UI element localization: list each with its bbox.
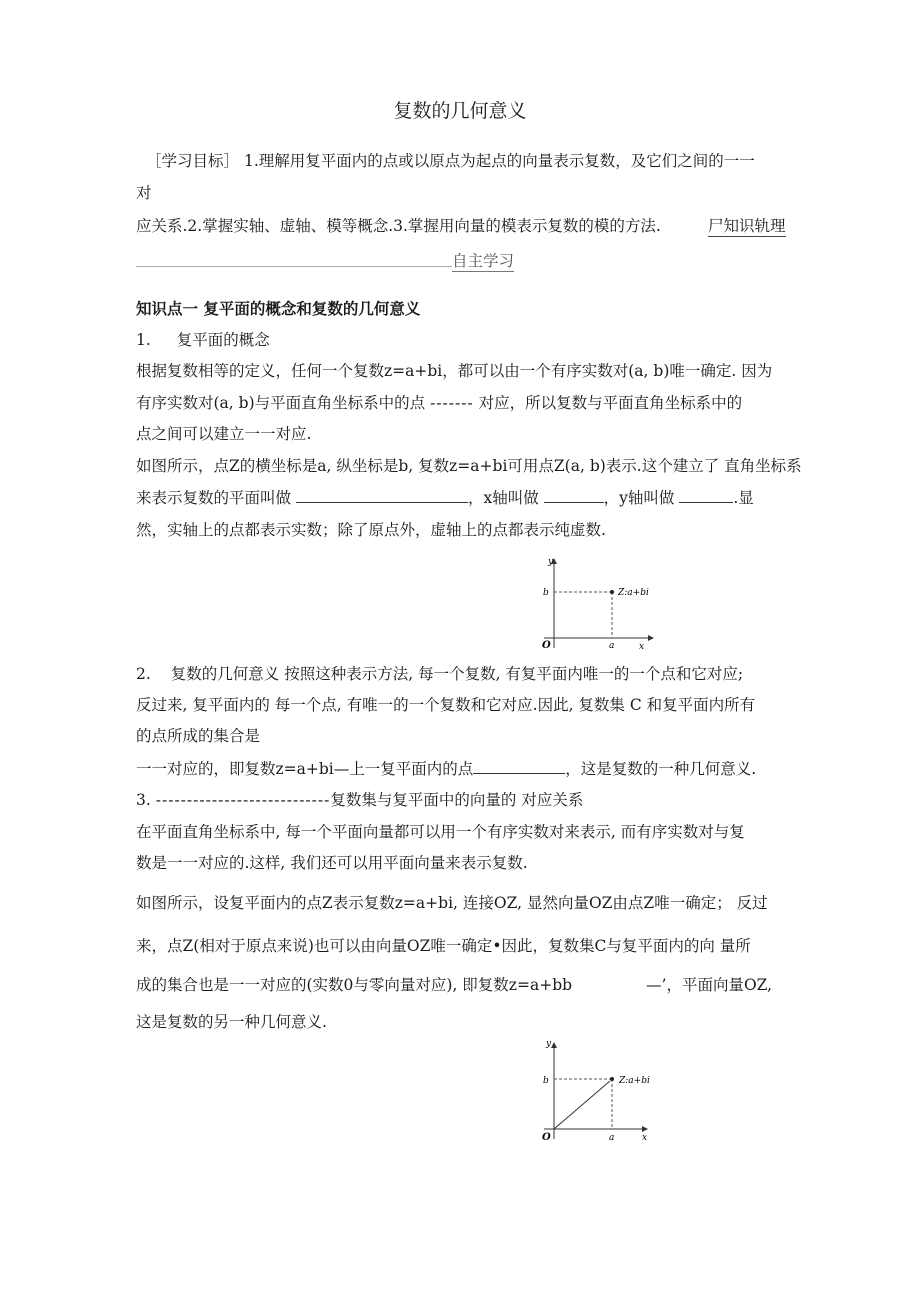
- fig2-y-label: y: [546, 1039, 552, 1049]
- fig2-a-label: a: [609, 1133, 615, 1143]
- fig1-b-label: b: [543, 588, 549, 598]
- fig1-a-label: a: [609, 641, 615, 650]
- fig2-x-label: x: [642, 1133, 648, 1143]
- objectives-line1: [146, 151, 755, 171]
- self-study-label: 自主学习: [452, 252, 515, 270]
- s3-paragraph3: 如图所示，设复平面内的点Z表示复数z=a+bi, 连接OZ, 显然向量OZ由点Z唯一确定； 反过: [136, 894, 768, 912]
- s2-paragraph1: [136, 664, 743, 684]
- fig1-x-label: x: [639, 642, 645, 650]
- section1-heading: 知识点一 复平面的概念和复数的几何意义: [136, 300, 421, 318]
- s3-paragraph6: 这是复数的另一种几何意义.: [136, 1013, 327, 1031]
- objectives-label: ［学习目标］: [146, 152, 240, 170]
- fig2-b-label: b: [543, 1076, 549, 1086]
- fig2-point-label: Z:a+bi: [619, 1076, 650, 1086]
- fig2-x-arrow: [642, 1126, 648, 1132]
- fig1-point-label: Z:a+bi: [618, 588, 649, 598]
- s1-p5-d: .显: [733, 489, 754, 507]
- fig1-y-label: y: [548, 557, 554, 567]
- objectives-line3: 应关系.2.掌握实轴、虚轴、模等概念.3.掌握用向量的模表示复数的模的方法.: [136, 217, 661, 235]
- divider-line: [136, 266, 452, 267]
- knowledge-corner: 尸知识轨理: [708, 217, 786, 235]
- s1-p2-end: 对应，所以复数与平面直角坐标系中的: [478, 394, 743, 412]
- s3-heading-text: 复数集与复平面中的向量的 对应关系: [330, 791, 584, 809]
- s3-number: 3.: [136, 791, 151, 809]
- s1-paragraph3: 点之间可以建立一一对应.: [136, 425, 312, 443]
- fig2-origin-label: O: [542, 1132, 551, 1143]
- blank-complex-plane: [296, 488, 468, 503]
- s3-paragraph1: 在平面直角坐标系中, 每一个平面向量都可以用一个有序实数对来表示, 而有序实数对与复: [136, 823, 745, 841]
- s3-p5-a: 成的集合也是一一对应的(实数0与零向量对应), 即复数z=a+bb: [136, 976, 573, 994]
- s2-paragraph4: [136, 759, 756, 779]
- s1-p5-a: 来表示复数的平面叫做: [136, 489, 292, 507]
- s3-dash: ----------------------------: [155, 791, 331, 809]
- fig2-point-z: [610, 1077, 614, 1081]
- s2-p1-text: 复数的几何意义 按照这种表示方法, 每一个复数, 有复平面内唯一的一个点和它对应;: [170, 665, 744, 683]
- s3-p5-b: —’，平面向量OZ,: [646, 976, 773, 994]
- s3-heading-line: [136, 790, 583, 810]
- blank-real-axis: [544, 488, 604, 503]
- figure2-complex-vector: [530, 1034, 660, 1144]
- s1-p2-dash: -------: [430, 394, 474, 412]
- s1-p2-start: 有序实数对(a, b)与平面直角坐标系中的点: [136, 394, 426, 412]
- s1-p5-b: ，x轴叫做: [467, 489, 539, 507]
- fig1-point-z: [610, 590, 614, 594]
- s1-paragraph2: [136, 393, 742, 413]
- s2-paragraph2: 反过来, 复平面内的 每一个点, 有唯一的一个复数和它对应.因此, 复数集 C 和复平面内所有: [136, 696, 756, 714]
- fig1-origin-label: O: [542, 640, 551, 650]
- s3-paragraph5: [136, 975, 772, 995]
- blank-point: [473, 759, 565, 774]
- s1-paragraph5: [136, 488, 754, 508]
- fig1-x-arrow: [648, 635, 654, 641]
- item1-number: 1.: [136, 331, 151, 349]
- figure1-complex-plane: [530, 550, 660, 650]
- s3-paragraph2: 数是一一对应的.这样, 我们还可以用平面向量来表示复数.: [136, 854, 528, 872]
- fig2-y-arrow: [551, 1042, 557, 1048]
- s1-p5-c: ，y轴叫做: [603, 489, 675, 507]
- page-title: 复数的几何意义: [393, 100, 527, 122]
- s2-p4-b: ，这是复数的一种几何意义.: [565, 760, 757, 778]
- fig2-vector-oz: [554, 1081, 610, 1129]
- item1-title: 复平面的概念: [176, 331, 270, 349]
- s2-number: 2.: [136, 665, 151, 683]
- s2-p4-a: 一一对应的，即复数z=a+bi—上一复平面内的点: [136, 760, 474, 778]
- objectives-line2: 对: [136, 184, 152, 202]
- s2-paragraph3: 的点所成的集合是: [136, 727, 261, 745]
- blank-imaginary-axis: [679, 488, 733, 503]
- s3-paragraph4: 来，点Z(相对于原点来说)也可以由向量OZ唯一确定•因此，复数集C与复平面内的向 量所: [136, 937, 751, 955]
- s1-paragraph6: 然，实轴上的点都表示实数；除了原点外，虚轴上的点都表示纯虚数.: [136, 521, 606, 539]
- objectives-text1: 1.理解用复平面内的点或以原点为起点的向量表示复数，及它们之间的一一: [243, 152, 755, 170]
- s1-paragraph4: 如图所示，点Z的横坐标是a, 纵坐标是b, 复数z=a+bi可用点Z(a, b)表示.这个建立了 直角坐标系: [136, 457, 802, 475]
- s1-paragraph1: 根据复数相等的定义，任何一个复数z=a+bi，都可以由一个有序实数对(a, b)唯一确定. 因为: [136, 362, 773, 380]
- item1-line: [136, 330, 270, 350]
